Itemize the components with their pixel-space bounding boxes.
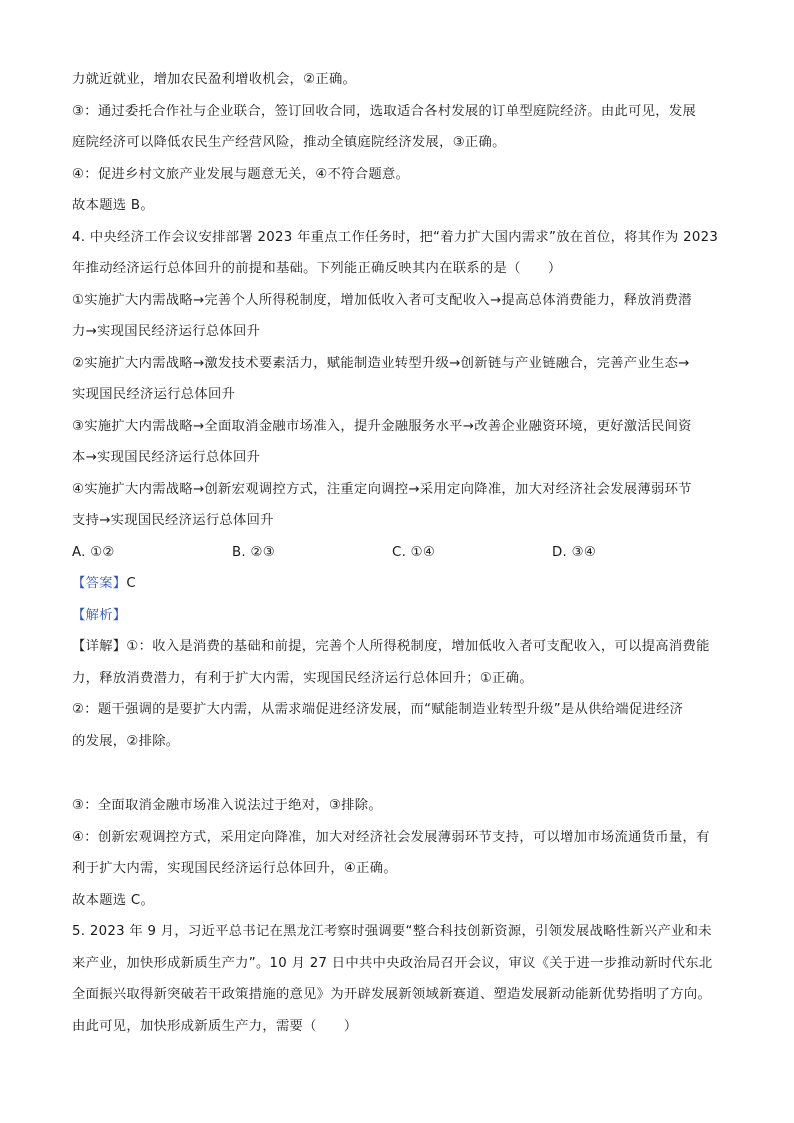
analysis-row	[72, 600, 734, 632]
answer-value: C	[126, 576, 136, 591]
q3-analysis-line: ③：通过委托合作社与企业联合，签订回收合同，选取适合各村发展的订单型庭院经济。由此可见，发展	[72, 103, 697, 119]
q4-item-1: 力→实现国民经济运行总体回升	[72, 324, 261, 339]
option-c: C. ①④	[392, 544, 436, 560]
detail-line: ④：创新宏观调控方式，采用定向降准，加大对经济社会发展薄弱环节支持，可以增加市场流通货币量，有	[72, 829, 710, 845]
q5-stem: 来产业，加快形成新质生产力”。10 月 27 日中共中央政治局召开会议，审议《关于进一步推动新时代东北	[72, 955, 713, 971]
q4-item-2: 实现国民经济运行总体回升	[72, 387, 236, 402]
option-a: A. ①②	[72, 544, 115, 560]
detail-line: ②：题干强调的是要扩大内需，从需求端促进经济发展，而“赋能制造业转型升级”是从供给端促进经济	[72, 702, 684, 717]
q3-analysis-line: ④：促进乡村文旅产业发展与题意无关，④不符合题意。	[72, 166, 410, 182]
detail-line: 力，释放消费潜力，有利于扩大内需，实现国民经济运行总体回升；①正确。	[72, 670, 533, 686]
detail-row	[72, 631, 734, 663]
answer-label: 【答案】	[72, 576, 127, 591]
q3-analysis-line: 庭院经济可以降低农民生产经营风险，推动全镇庭院经济发展，③正确。	[72, 135, 506, 150]
q5-stem: 全面振兴取得新突破若干政策措施的意见》为开辟发展新领域新赛道、塑造发展新动能新优势指明了方向。	[72, 987, 712, 1002]
detail-label: 【详解】	[72, 639, 127, 654]
q4-stem: 年推动经济运行总体回升的前提和基础。下列能正确反映其内在联系的是（ ）	[72, 261, 562, 276]
q3-conclusion: 故本题选 B。	[72, 198, 154, 213]
option-d: D. ③④	[552, 544, 597, 560]
detail-line: 的发展，②排除。	[72, 733, 180, 749]
detail-line: ③：全面取消金融市场准入说法过于绝对，③排除。	[72, 798, 382, 813]
option-b: B. ②③	[232, 544, 275, 560]
q4-options	[72, 537, 734, 569]
q4-item-2: ②实施扩大内需战略→激发技术要素活力，赋能制造业转型升级→创新链与产业链融合，完善产业生态→	[72, 355, 690, 371]
q5-stem: 5. 2023 年 9 月，习近平总书记在黑龙江考察时强调要“整合科技创新资源，引领发展战略性新兴产业和未	[72, 924, 712, 939]
detail-text: ①：收入是消费的基础和前提，完善个人所得税制度，增加低收入者可支配收入，可以提高消费能	[126, 639, 710, 654]
q4-item-4: ④实施扩大内需战略→创新宏观调控方式，注重定向调控→采用定向降准，加大对经济社会发展薄弱环节	[72, 481, 692, 497]
q4-item-3: 本→实现国民经济运行总体回升	[72, 450, 261, 465]
q4-stem: 4. 中央经济工作会议安排部署 2023 年重点工作任务时，把“着力扩大国内需求”放在首位，将其作为 2023	[72, 229, 719, 245]
analysis-label: 【解析】	[72, 607, 127, 623]
q4-item-1: ①实施扩大内需战略→完善个人所得税制度，增加低收入者可支配收入→提高总体消费能力，释放消费潜	[72, 292, 692, 308]
detail-line: 利于扩大内需，实现国民经济运行总体回升，④正确。	[72, 861, 397, 876]
q4-item-3: ③实施扩大内需战略→全面取消金融市场准入，提升金融服务水平→改善企业融资环境，更好激活民间资	[72, 418, 692, 434]
q5-stem: 由此可见，加快形成新质生产力，需要（ ）	[72, 1018, 358, 1034]
blank-gap	[72, 757, 734, 790]
q3-analysis-line: 力就近就业，增加农民盈利增收机会，②正确。	[72, 72, 357, 87]
q4-conclusion: 故本题选 C。	[72, 892, 155, 908]
answer-row	[72, 568, 734, 600]
q4-item-4: 支持→实现国民经济运行总体回升	[72, 513, 274, 528]
